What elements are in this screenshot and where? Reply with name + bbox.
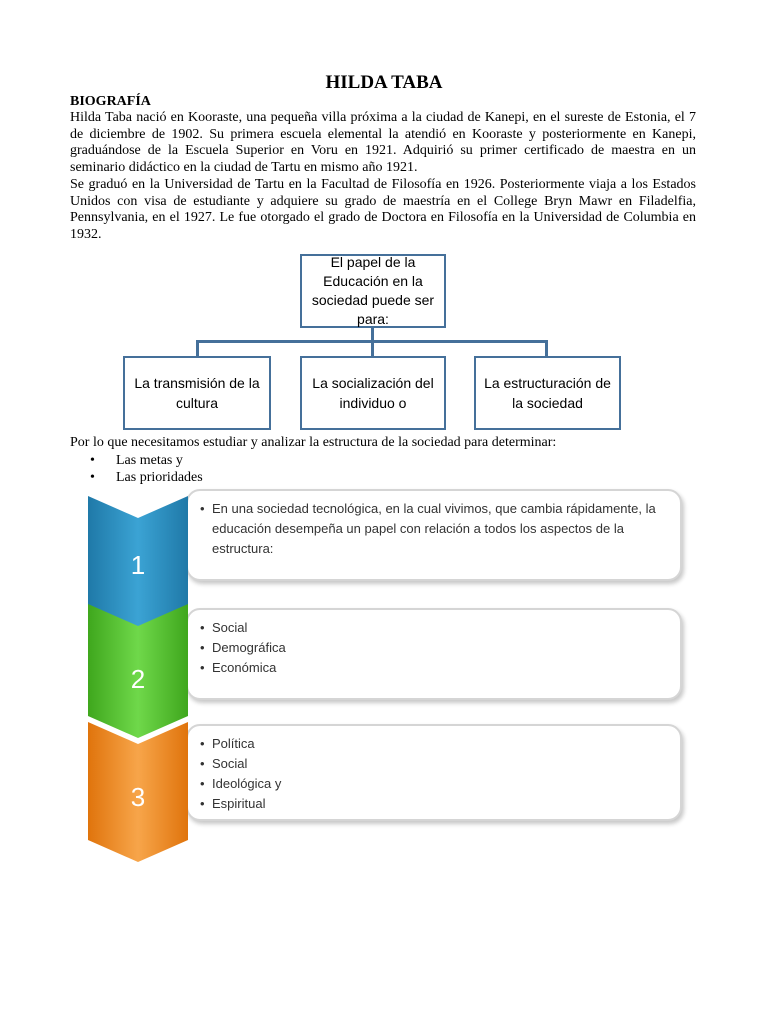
step-1-item: • En una sociedad tecnológica, en la cual vivimos, que cambia rápidamente, la educación desempeña un papel con relación a todos los aspectos de la estructura: xyxy=(200,499,670,559)
step-card-3 xyxy=(186,724,682,821)
step-3-item: • Ideológica y xyxy=(200,774,670,794)
diagram-child-box-2: La socialización del individuo o xyxy=(300,356,446,430)
step-3-number: 3 xyxy=(130,782,146,812)
page-title: HILDA TABA xyxy=(325,72,443,93)
analysis-intro: Por lo que necesitamos estudiar y analizar la estructura de la sociedad para determinar: xyxy=(70,435,557,450)
step-2-number: 2 xyxy=(130,664,146,694)
diagram-child-box-3: La estructuración de la sociedad xyxy=(474,356,621,430)
step-3-chevron xyxy=(88,722,188,877)
bullet-item: • Las metas y xyxy=(70,452,203,469)
step-card-2 xyxy=(186,608,682,700)
step-3-item: • Política xyxy=(200,734,670,754)
step-2-item: • Económica xyxy=(200,658,670,678)
biography-paragraph-1: Hilda Taba nació en Kooraste, una pequeña villa próxima a la ciudad de Kanepi, en el sureste de Estonia, el 7 de diciembre de 1902. Su primera escuela elemental la atendió en Kooraste y posteriormente en Kanepi, graduándose de la Escuela Superior en Voru en 1921. Adquirió su primer certificado de maestra en un seminario didáctico en la ciudad de Tartu en mismo año 1921. xyxy=(70,110,696,175)
biography-paragraph-2: Se graduó en la Universidad de Tartu en la Facultad de Filosofía en 1926. Posteriormente viaja a los Estados Unidos con visa de estudiante y adquiere su grado de maestría en el College Bryn Mawr en Filadelfia, Pennsylvania, en el 1927. Le fue otorgado el grado de Doctora en Filosofía en la Universidad de Columbia en 1932. xyxy=(70,177,696,242)
step-3-item: • Espiritual xyxy=(200,794,670,814)
step-3-item: • Social xyxy=(200,754,670,774)
diagram-root-box: El papel de la Educación en la sociedad puede ser para: xyxy=(300,254,446,328)
step-2-item: • Social xyxy=(200,618,670,638)
step-card-1 xyxy=(186,489,682,581)
section-heading: BIOGRAFÍA xyxy=(70,94,151,109)
step-2-item: • Demográfica xyxy=(200,638,670,658)
step-1-number: 1 xyxy=(130,550,146,580)
diagram-child-box-1: La transmisión de la cultura xyxy=(123,356,271,430)
bullet-item: • Las prioridades xyxy=(70,469,203,486)
